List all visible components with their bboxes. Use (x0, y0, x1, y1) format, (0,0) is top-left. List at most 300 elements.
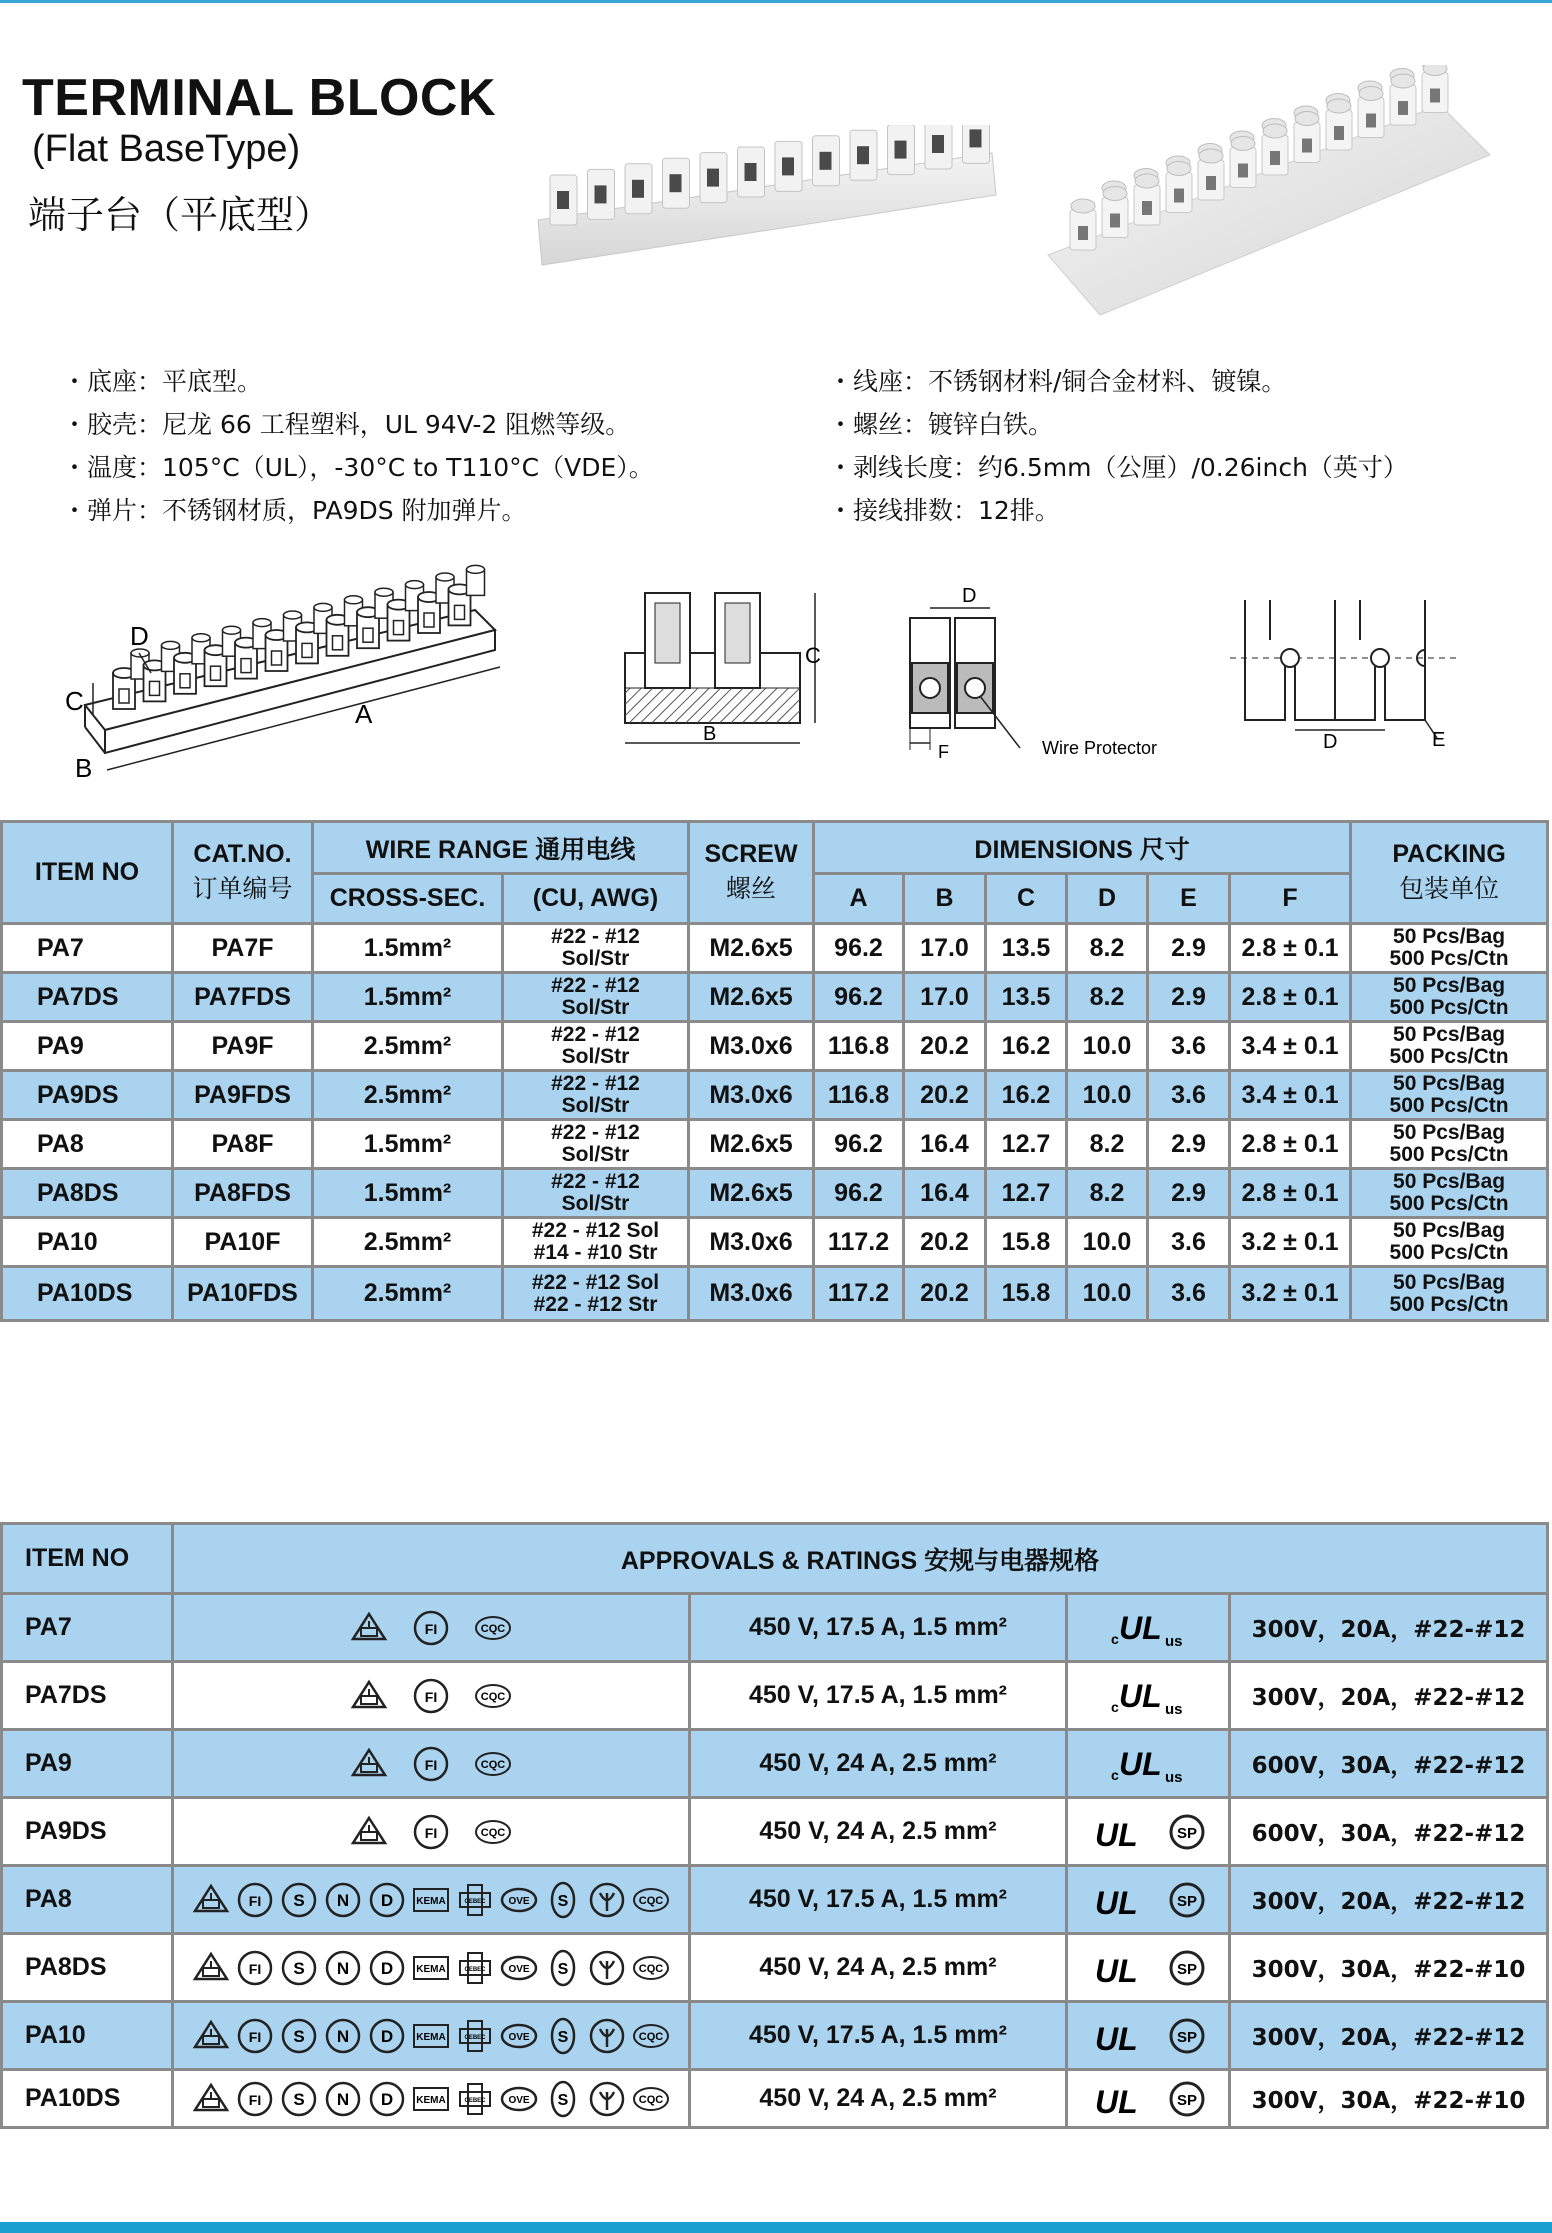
drawing-isometric (55, 555, 535, 785)
approval-item-cell: PA9DS (2, 1798, 173, 1866)
ul-csa-mark-icon (1073, 1810, 1223, 1854)
approval-rating-cell: 450 V, 24 A, 2.5 mm² (690, 1730, 1067, 1798)
drawing-tower-hole (272, 651, 282, 665)
dim-b-cell: 16.4 (904, 1169, 986, 1218)
dim-label-c: C (65, 686, 84, 716)
drawing-screw (162, 641, 180, 649)
awg-line-2: Sol/Str (561, 1045, 630, 1068)
photo-screw (1231, 137, 1255, 151)
drawing-screw (314, 603, 332, 611)
d-mark-icon (368, 1881, 406, 1919)
awg-cell (503, 1218, 689, 1267)
photo-tower-hole (1302, 139, 1312, 153)
drawing-cross-section (615, 578, 845, 768)
dim-f-cell: 2.8 ± 0.1 (1230, 924, 1351, 973)
top-accent-line (0, 0, 1552, 3)
svg-text:CEBEC: CEBEC (464, 2034, 486, 2041)
ul-mark-cell (1067, 1594, 1230, 1662)
dim-f-cell: 3.4 ± 0.1 (1230, 1022, 1351, 1071)
dim-label-b: B (75, 753, 93, 783)
culus-mark-icon (1073, 1742, 1223, 1786)
approval-row (2, 1594, 1548, 1662)
item-no-cell: PA8DS (2, 1169, 173, 1218)
screw-cell: M2.6x5 (689, 973, 814, 1022)
item-no-cell: PA10DS (2, 1267, 173, 1321)
page-subtitle-cn: 端子台（平底型） (28, 193, 333, 237)
dim-a-cell: 96.2 (814, 924, 904, 973)
awg-line-1: #22 - #12 (551, 925, 640, 948)
n-mark-icon (324, 2080, 362, 2118)
dim-c-cell: 15.8 (986, 1218, 1067, 1267)
svg-text:S: S (293, 2089, 305, 2109)
approval-marks-cell (173, 1866, 690, 1934)
svg-text:CEBEC: CEBEC (464, 1898, 486, 1905)
vde-mark-icon (192, 1881, 230, 1919)
approval-rating-cell: 450 V, 17.5 A, 1.5 mm² (690, 1662, 1067, 1730)
svg-text:CQC: CQC (638, 1894, 664, 1907)
cat-no-cell: PA9F (173, 1022, 313, 1071)
drawing-wire-protector (900, 578, 1160, 768)
packing-cell (1351, 1071, 1548, 1120)
svg-text:D: D (380, 1958, 394, 1978)
approval-marks-cell (173, 1594, 690, 1662)
drawing-screw (467, 565, 485, 573)
ove-mark-icon (500, 2080, 538, 2118)
dim-e-cell: 3.6 (1148, 1071, 1230, 1120)
svg-text:S: S (557, 2028, 569, 2046)
dim-b-cell: 20.2 (904, 1022, 986, 1071)
cqc-mark-icon (632, 2080, 670, 2118)
photo-screw (1391, 74, 1415, 88)
cross-sec-cell: 1.5mm² (313, 1169, 503, 1218)
dim-c-cell: 16.2 (986, 1071, 1067, 1120)
ul-csa-mark-icon (1073, 2014, 1223, 2058)
ss-mark-icon (544, 1881, 582, 1919)
svg-text:S: S (557, 1960, 569, 1978)
vde-mark-icon (350, 1677, 388, 1715)
product-photo-side (530, 125, 1000, 285)
ul-rating-cell: 300V，20A，#22-#12 (1230, 1866, 1548, 1934)
d-mark-icon (368, 2017, 406, 2055)
ul-mark-cell (1067, 1866, 1230, 1934)
screw-cell: M3.0x6 (689, 1022, 814, 1071)
packing-line-2: 500 Pcs/Ctn (1389, 996, 1509, 1019)
dim-b-cell: 20.2 (904, 1267, 986, 1321)
photo-tower-hole (1238, 164, 1248, 178)
vde-mark-icon (350, 1609, 388, 1647)
ul-rating-cell: 300V，20A，#22-#12 (1230, 1662, 1548, 1730)
ul-mark-cell (1067, 2002, 1230, 2070)
svg-text:S: S (293, 1958, 305, 1978)
svg-text:N: N (336, 2089, 350, 2109)
svg-text:FI: FI (248, 2028, 262, 2045)
dim-d-cell: 8.2 (1067, 1120, 1148, 1169)
dim-d-cell: 10.0 (1067, 1218, 1148, 1267)
screw-cell: M2.6x5 (689, 1120, 814, 1169)
spec-table (0, 820, 1549, 1322)
spec-list-right (828, 360, 1408, 532)
svg-text:c: c (1111, 1766, 1119, 1783)
col-screw-cn: 螺丝 (726, 875, 777, 903)
dim-label-b2: B (703, 723, 717, 745)
col-cross-sec: CROSS-SEC. (313, 874, 503, 924)
photo-screw (1295, 112, 1319, 126)
item-no-cell: PA7 (2, 924, 173, 973)
svg-text:SP: SP (1176, 1824, 1198, 1842)
col-packing-en: PACKING (1392, 840, 1506, 868)
dim-d-cell: 8.2 (1067, 973, 1148, 1022)
ul-csa-mark-icon (1073, 2077, 1223, 2121)
cebec-mark-icon (456, 2080, 494, 2118)
awg-cell (503, 973, 689, 1022)
dim-d-cell: 8.2 (1067, 924, 1148, 973)
item-no-cell: PA7DS (2, 973, 173, 1022)
packing-line-1: 50 Pcs/Bag (1393, 1023, 1506, 1046)
awg-cell (503, 924, 689, 973)
cqc-mark-icon (632, 1881, 670, 1919)
svg-text:OVE: OVE (508, 2031, 530, 2043)
approval-row (2, 1866, 1548, 1934)
spec-row (2, 1022, 1548, 1071)
cqc-mark-icon (632, 2017, 670, 2055)
svg-text:SP: SP (1176, 2091, 1198, 2109)
approval-item-cell: PA9 (2, 1730, 173, 1798)
cqc-mark-icon (474, 1677, 512, 1715)
svg-text:CQC: CQC (638, 1962, 664, 1975)
col-item-no-2: ITEM NO (2, 1524, 173, 1594)
cebec-mark-icon (456, 1881, 494, 1919)
svg-text:OVE: OVE (508, 1963, 530, 1975)
bottom-accent-bar (0, 2222, 1552, 2233)
photo-tower-hole (557, 191, 569, 209)
dim-b-cell: 20.2 (904, 1218, 986, 1267)
item-no-cell: PA9DS (2, 1071, 173, 1120)
approval-rating-cell: 450 V, 24 A, 2.5 mm² (690, 1798, 1067, 1866)
packing-line-2: 500 Pcs/Ctn (1389, 1045, 1509, 1068)
dim-e-cell: 2.9 (1148, 924, 1230, 973)
s-mark-icon (280, 1949, 318, 1987)
col-cat-no (173, 822, 313, 924)
svg-text:CQC: CQC (480, 1622, 506, 1635)
fi-mark-icon (236, 1881, 274, 1919)
ul-mark-cell (1067, 1798, 1230, 1866)
dim-e-cell: 3.6 (1148, 1218, 1230, 1267)
packing-line-2: 500 Pcs/Ctn (1389, 1292, 1509, 1316)
drawing-screw (375, 588, 393, 596)
approval-marks-cell (173, 1730, 690, 1798)
dim-label-d4: D (1323, 731, 1338, 753)
spec-right-1: ・线座：不锈钢材料/铜合金材料、镀镍。 (828, 367, 1287, 396)
photo-tower-hole (857, 146, 869, 164)
svg-text:S: S (293, 1890, 305, 1910)
cross-sec-cell: 1.5mm² (313, 924, 503, 973)
dim-e-cell: 2.9 (1148, 973, 1230, 1022)
ul-csa-mark-icon (1073, 1946, 1223, 1990)
dim-label-a: A (355, 699, 373, 729)
spec-right-2: ・螺丝：镀锌白铁。 (828, 410, 1054, 439)
spec-right-3: ・剥线长度：约6.5mm（公厘）/0.26inch（英寸） (828, 453, 1408, 482)
item-no-cell: PA9 (2, 1022, 173, 1071)
drawing-screw (436, 573, 454, 581)
svg-text:UL: UL (1119, 1609, 1162, 1646)
kema-mark-icon (412, 1949, 450, 1987)
item-no-cell: PA8 (2, 1120, 173, 1169)
col-cat-no-cn: 订单编号 (192, 875, 293, 903)
cqc-mark-icon (474, 1745, 512, 1783)
s-mark-icon (280, 1881, 318, 1919)
dim-e-cell: 2.9 (1148, 1169, 1230, 1218)
svg-text:SP: SP (1176, 1960, 1198, 1978)
cat-no-cell: PA10F (173, 1218, 313, 1267)
drawing-tower-hole (394, 621, 404, 635)
awg-line-2: Sol/Str (561, 947, 630, 970)
approval-rating-cell: 450 V, 24 A, 2.5 mm² (690, 1934, 1067, 2002)
fi-mark-icon (236, 2080, 274, 2118)
col-wire-range: WIRE RANGE 通用电线 (313, 822, 689, 874)
svg-text:FI: FI (248, 1892, 262, 1909)
approval-rating-cell: 450 V, 24 A, 2.5 mm² (690, 2070, 1067, 2128)
awg-cell (503, 1267, 689, 1321)
approval-marks-cell (173, 1798, 690, 1866)
ove-mark-icon (500, 2017, 538, 2055)
sev-mark-icon (588, 2080, 626, 2118)
awg-line-2: Sol/Str (561, 1094, 630, 1117)
svg-text:N: N (336, 1890, 350, 1910)
dim-e-cell: 2.9 (1148, 1120, 1230, 1169)
drawing-tower-hole (333, 636, 343, 650)
ove-mark-icon (500, 1881, 538, 1919)
dim-b-cell: 17.0 (904, 973, 986, 1022)
photo-screw (1359, 87, 1383, 101)
cross-sec-cell: 2.5mm² (313, 1267, 503, 1321)
col-dim-a: A (814, 874, 904, 924)
awg-line-1: #22 - #12 (551, 1170, 640, 1193)
vde-mark-icon (350, 1813, 388, 1851)
svg-text:CQC: CQC (638, 2093, 664, 2106)
svg-text:FI: FI (248, 1960, 262, 1977)
cat-no-cell: PA10FDS (173, 1267, 313, 1321)
svg-text:N: N (336, 2026, 350, 2046)
ul-rating-cell: 600V，30A，#22-#12 (1230, 1730, 1548, 1798)
fi-mark-icon (412, 1813, 450, 1851)
dim-b-cell: 17.0 (904, 924, 986, 973)
wire-protector-label: Wire Protector (1042, 738, 1158, 758)
cat-no-cell: PA8F (173, 1120, 313, 1169)
drawing-tower-hole (150, 681, 160, 695)
dim-e-cell: 3.6 (1148, 1022, 1230, 1071)
n-mark-icon (324, 1949, 362, 1987)
packing-cell (1351, 924, 1548, 973)
approval-item-cell: PA10DS (2, 2070, 173, 2128)
cqc-mark-icon (632, 1949, 670, 1987)
drawing-tower-hole (424, 613, 434, 627)
packing-line-1: 50 Pcs/Bag (1393, 1170, 1506, 1193)
ove-mark-icon (500, 1949, 538, 1987)
svg-text:UL: UL (1095, 2083, 1138, 2120)
photo-tower-hole (782, 157, 794, 175)
cat-no-cell: PA7FDS (173, 973, 313, 1022)
photo-screw (1071, 199, 1095, 213)
fi-mark-icon (412, 1609, 450, 1647)
vde-mark-icon (192, 1949, 230, 1987)
svg-text:OVE: OVE (508, 1895, 530, 1907)
dim-c-cell: 16.2 (986, 1022, 1067, 1071)
packing-line-2: 500 Pcs/Ctn (1389, 1094, 1509, 1117)
photo-screw (1199, 149, 1223, 163)
dim-f-cell: 2.8 ± 0.1 (1230, 1120, 1351, 1169)
svg-text:CQC: CQC (480, 1826, 506, 1839)
packing-line-2: 500 Pcs/Ctn (1389, 1143, 1509, 1166)
spec-left-1: ・底座：平底型。 (62, 367, 263, 396)
packing-cell (1351, 1267, 1548, 1321)
photo-tower-hole (1398, 101, 1408, 115)
svg-text:UL: UL (1119, 1745, 1162, 1782)
drawing-tower-hole (241, 659, 251, 673)
svg-text:FI: FI (424, 1824, 438, 1841)
awg-line-1: #22 - #12 Sol (531, 1270, 660, 1294)
approval-item-cell: PA8DS (2, 1934, 173, 2002)
photo-screw (1327, 99, 1351, 113)
svg-text:CEBEC: CEBEC (464, 1966, 486, 1973)
ss-mark-icon (544, 1949, 582, 1987)
ul-mark-cell (1067, 1662, 1230, 1730)
svg-text:KEMA: KEMA (416, 2031, 446, 2043)
approval-marks-cell (173, 2070, 690, 2128)
d-mark-icon (368, 1949, 406, 1987)
svg-text:KEMA: KEMA (416, 2094, 446, 2106)
svg-text:UL: UL (1095, 1952, 1138, 1989)
awg-cell (503, 1071, 689, 1120)
dim-label-f3: F (938, 742, 949, 762)
spec-row (2, 1218, 1548, 1267)
packing-line-1: 50 Pcs/Bag (1393, 1270, 1506, 1294)
svg-text:us: us (1165, 1632, 1183, 1650)
dim-label-d: D (130, 621, 149, 651)
fi-mark-icon (236, 1949, 274, 1987)
photo-tower-hole (1366, 114, 1376, 128)
approval-item-cell: PA10 (2, 2002, 173, 2070)
dim-a-cell: 96.2 (814, 1120, 904, 1169)
dim-c-cell: 12.7 (986, 1169, 1067, 1218)
awg-line-1: #22 - #12 (551, 1072, 640, 1095)
ul-csa-mark-icon (1073, 1878, 1223, 1922)
spec-left-3: ・温度：105°C（UL），-30°C to T110°C（VDE）。 (62, 453, 654, 482)
spec-row (2, 1071, 1548, 1120)
s-mark-icon (280, 2017, 318, 2055)
dim-d-cell: 8.2 (1067, 1169, 1148, 1218)
packing-line-2: 500 Pcs/Ctn (1389, 1241, 1509, 1264)
svg-text:UL: UL (1119, 1677, 1162, 1714)
spec-list-left (62, 360, 654, 532)
dim-f-cell: 2.8 ± 0.1 (1230, 1169, 1351, 1218)
vde-mark-icon (192, 2017, 230, 2055)
cqc-mark-icon (474, 1609, 512, 1647)
dim-c-cell: 12.7 (986, 1120, 1067, 1169)
photo-screw (1103, 187, 1127, 201)
approval-marks-cell (173, 1662, 690, 1730)
d-mark-icon (368, 2080, 406, 2118)
photo-tower-hole (1430, 89, 1440, 103)
col-packing (1351, 822, 1548, 924)
item-no-cell: PA10 (2, 1218, 173, 1267)
spec-row (2, 973, 1548, 1022)
n-mark-icon (324, 2017, 362, 2055)
svg-text:CQC: CQC (638, 2030, 664, 2043)
approval-rating-cell: 450 V, 17.5 A, 1.5 mm² (690, 2002, 1067, 2070)
col-cu-awg: (CU, AWG) (503, 874, 689, 924)
drawing-screw (223, 626, 241, 634)
packing-cell (1351, 1169, 1548, 1218)
kema-mark-icon (412, 2080, 450, 2118)
photo-tower-hole (1334, 126, 1344, 140)
photo-tower-hole (895, 141, 907, 159)
svg-text:c: c (1111, 1698, 1119, 1715)
svg-text:D: D (380, 2089, 394, 2109)
spec-row (2, 1267, 1548, 1321)
packing-line-1: 50 Pcs/Bag (1393, 925, 1506, 948)
dim-c-cell: 15.8 (986, 1267, 1067, 1321)
photo-tower-hole (970, 129, 982, 147)
photo-screw (1167, 162, 1191, 176)
screw-cell: M2.6x5 (689, 1169, 814, 1218)
ul-rating-cell: 300V，30A，#22-#10 (1230, 2070, 1548, 2128)
svg-text:KEMA: KEMA (416, 1963, 446, 1975)
screw-cell: M2.6x5 (689, 924, 814, 973)
dim-label-d3: D (962, 585, 977, 607)
packing-cell (1351, 1120, 1548, 1169)
col-approvals: APPROVALS & RATINGS 安规与电器规格 (173, 1524, 1548, 1594)
photo-tower-hole (1142, 201, 1152, 215)
vde-mark-icon (350, 1745, 388, 1783)
svg-text:CQC: CQC (480, 1690, 506, 1703)
dim-a-cell: 117.2 (814, 1218, 904, 1267)
col-item-no: ITEM NO (2, 822, 173, 924)
dim-f-cell: 3.2 ± 0.1 (1230, 1267, 1351, 1321)
awg-line-1: #22 - #12 Sol (531, 1219, 660, 1242)
ul-rating-cell: 600V，30A，#22-#12 (1230, 1798, 1548, 1866)
cat-no-cell: PA9FDS (173, 1071, 313, 1120)
approval-row (2, 1798, 1548, 1866)
spec-row (2, 1120, 1548, 1169)
awg-cell (503, 1169, 689, 1218)
svg-text:UL: UL (1095, 1884, 1138, 1921)
awg-cell (503, 1022, 689, 1071)
ul-mark-cell (1067, 1934, 1230, 2002)
dim-d-cell: 10.0 (1067, 1071, 1148, 1120)
awg-cell (503, 1120, 689, 1169)
svg-text:N: N (336, 1958, 350, 1978)
photo-tower-hole (1270, 151, 1280, 165)
photo-tower-hole (1174, 189, 1184, 203)
svg-text:FI: FI (248, 2091, 262, 2108)
svg-text:D: D (380, 2026, 394, 2046)
dim-a-cell: 117.2 (814, 1267, 904, 1321)
approval-item-cell: PA7DS (2, 1662, 173, 1730)
packing-cell (1351, 973, 1548, 1022)
approval-row (2, 1934, 1548, 2002)
drawing-screw (406, 581, 424, 589)
dim-d-cell: 10.0 (1067, 1267, 1148, 1321)
fi-mark-icon (412, 1677, 450, 1715)
col-cat-no-en: CAT.NO. (193, 840, 292, 868)
awg-line-2: #14 - #10 Str (533, 1241, 658, 1264)
approval-marks-cell (173, 1934, 690, 2002)
dim-b-cell: 16.4 (904, 1120, 986, 1169)
photo-tower-hole (595, 185, 607, 203)
cebec-mark-icon (456, 2017, 494, 2055)
packing-cell (1351, 1022, 1548, 1071)
packing-line-1: 50 Pcs/Bag (1393, 974, 1506, 997)
